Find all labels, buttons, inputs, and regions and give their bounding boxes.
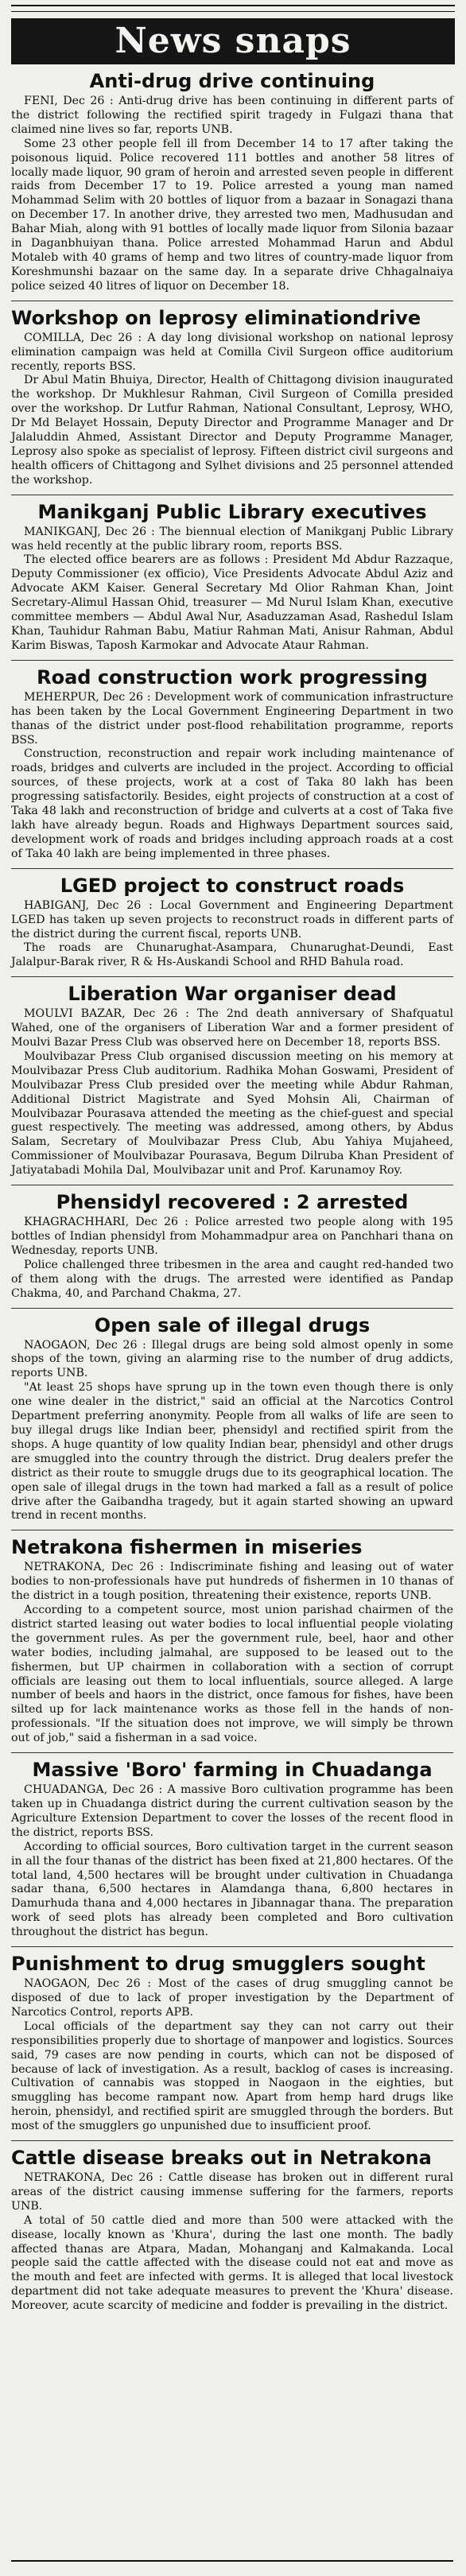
story-divider <box>11 660 453 661</box>
news-story <box>11 982 453 1178</box>
story-headline: Open sale of illegal drugs <box>94 1313 371 1336</box>
news-story <box>11 306 453 488</box>
news-story <box>11 874 453 971</box>
story-paragraph: Moulvibazar Press Club organised discussion meeting on his memory at Moulvibazar Press Club auditorium. Radhika Mohan Goswami, President of Moulvibazar Press Club presided over the meeting while Abdur Rahman, Additional District Magistrate and Syed Mohsin Ali, Chairman of Moulvibazar Pourasava attended the meeting as the chief-guest and special guest respectively. The meeting was addressed, among others, by Abdus Salam, Secretary of Moulvibazar Press Club, Abu Yahiya Mujaheed, Commissioner of Moulvibazar Pourasava, Begum Dilruba Khan President of Jatiyatabadi Mohila Dal, Moulvibazar unit and Prof. Karunamoy Roy. <box>11 1049 453 1177</box>
story-headline: Manikganj Public Library executives <box>37 500 427 523</box>
story-paragraph: "At least 25 shops have sprung up in the town even though there is only one wine dealer in the district," said an official at the Narcotics Control Department preferring anonymity. People from all walks of life are seen to buy illegal drugs like Indian beer, phensidyl and rectified spirit from the shops. A huge quantity of low quality Indian bear, phensidyl and other drugs are smuggled into the country through the district. Drug dealers prefer the district as their route to smuggle drugs due to its geographical location. The open sale of illegal drugs in the town had marked a fall as a result of police drive after the Gaibandha tragedy, but it again started showing an upward trend in recent months. <box>11 1381 453 1523</box>
story-paragraph: The roads are Chunarughat-Asampara, Chunarughat-Deundi, East Jalalpur-Barak river, R & Hs-Auskandi School and RHD Bahula road. <box>11 941 453 969</box>
story-lead-paragraph: MOULVI BAZAR, Dec 26 : The 2nd death anniversary of Shafquatul Wahed, one of the organisers of Liberation War and a former president of Moulvi Bazar Press Club was observed here on December 18, reports BSS. <box>11 1007 453 1049</box>
story-lead-paragraph: NAOGAON, Dec 26 : Illegal drugs are being sold almost openly in some shops of the town, giving an alarming rise to the number of drug addicts, reports UNB. <box>11 1338 453 1380</box>
news-story <box>11 1535 453 1746</box>
story-headline: Road construction work progressing <box>37 665 428 689</box>
story-headline: Massive 'Boro' farming in Chuadanga <box>32 1759 433 1782</box>
story-headline: Workshop on leprosy eliminationdrive <box>11 306 421 329</box>
news-story <box>11 665 453 862</box>
story-paragraph: According to official sources, Boro cultivation target in the current season in all the four thanas of the district has been fixed at 21,800 hectares. Of the total land, 4,500 hectares will be brought under cultivation in Chuadanga sadar thana, 6,500 hectares in Alamdanga thana, 6,800 hectares in Damurhuda thana and 4,000 hectares in Jibannagar thana. The preparation work of seed plots has already been completed and Boro cultivation throughout the district has begun. <box>11 1840 453 1939</box>
story-paragraph: Local officials of the department say they can not carry out their responsibilities properly due to shortage of manpower and logistics. Sources said, 79 cases are now pending in courts, which can not be disposed of because of lack of investigation. As a result, backlog of cases is increasing. Cultivation of cannabis was stopped in Naogaon in the eighties, but smuggling has become rampant now. Apart from hemp hard drugs like heroin, phensidyl, and rectified spirit are smuggled through the borders. But most of the smugglers go unpunished due to insufficient proof. <box>11 2019 453 2133</box>
news-story <box>11 1190 453 1301</box>
bottom-rule <box>11 2560 453 2562</box>
story-lead-paragraph: COMILLA, Dec 26 : A day long divisional workshop on national leprosy elimination campaign was held at Comilla Civil Surgeon office auditorium recently, reports BSS. <box>11 331 453 373</box>
story-divider <box>11 2140 453 2141</box>
story-paragraph: Dr Abul Matin Bhuiya, Director, Health of Chittagong division inaugurated the workshop. Dr Mukhlesur Rahman, Civil Surgeon of Comilla presided over the workshop. Dr Lutfur Rahman, National Consultant, Leprosy, WHO, Dr Md Belayet Hossain, Deputy Director and Programme Manager and Dr Jalaluddin Ahmed, Assistant Director and Deputy Programme Manager, Leprosy also spoke as specialist of leprosy. Fifteen district civil surgeons and health officers of Chittagong and Sylhet divisions and 25 personnel attended the workshop. <box>11 374 453 487</box>
story-divider <box>11 1308 453 1309</box>
masthead-title: News snaps <box>115 21 351 61</box>
story-headline: Phensidyl recovered : 2 arrested <box>56 1191 409 1214</box>
story-headline: Netrakona fishermen in miseries <box>11 1536 363 1559</box>
story-paragraph: Some 23 other people fell ill from December 14 to 17 after taking the poisonous liquid. Police recovered 111 bottles and another 58 litres of locally made liquor, 90 gram of heroin and arrested seven people in different raids from December 17 to 19. Police arrested a young man named Mohammad Selim with 20 bottles of liquor from a bazaar in Sonagazi thana on December 17. In another drive, they arrested two men, Madhusudan and Bahar Miah, along with 91 bottles of locally made liquor from Silonia bazaar in Daganbhuiyan thana. Police arrested Mohammad Harun and Abdul Motaleb with 40 grams of hemp and two litres of country-made liquor from Koreshmunshi bazaar on the same day. In a separate drive Chhagalnaiya police seized 40 litres of liquor on December 18. <box>11 137 453 293</box>
story-lead-paragraph: FENI, Dec 26 : Anti-drug drive has been continuing in different parts of the district following the rectified spirit tragedy in Fulgazi thana that claimed nine lives so far, reports UNB. <box>11 95 453 136</box>
news-story <box>11 500 453 654</box>
story-lead-paragraph: HABIGANJ, Dec 26 : Local Government and Engineering Department LGED has taken up seven projects to reconstruct roads in different parts of the district during the current fiscal, reports UNB. <box>11 898 453 941</box>
news-story <box>11 2146 453 2314</box>
story-lead-paragraph: MEHERPUR, Dec 26 : Development work of communication infrastructure has been taken by the Local Government Engineering Department in two thanas of the district under post-flood rehabilitation programme, reports BSS. <box>11 690 453 747</box>
story-divider <box>11 868 453 869</box>
news-story <box>11 69 453 294</box>
news-story <box>11 1952 453 2134</box>
story-headline: Anti-drug drive continuing <box>89 70 375 92</box>
story-headline: LGED project to construct roads <box>60 874 405 897</box>
masthead <box>11 18 455 64</box>
story-lead-paragraph: NETRAKONA, Dec 26 : Cattle disease has broken out in different rural areas of the district causing immense suffering for the farmers, reports UNB. <box>11 2171 453 2213</box>
news-column <box>11 69 453 2314</box>
story-divider <box>11 1946 453 1947</box>
story-headline: Liberation War organiser dead <box>68 983 397 1006</box>
story-headline: Cattle disease breaks out in Netrakona <box>11 2147 432 2170</box>
news-story <box>11 1313 453 1524</box>
story-headline: Punishment to drug smugglers sought <box>11 1953 425 1976</box>
story-lead-paragraph: MANIKGANJ, Dec 26 : The biennual election of Manikganj Public Library was held recently at the public library room, reports BSS. <box>11 525 453 553</box>
story-divider <box>11 1752 453 1753</box>
story-paragraph: According to a competent source, most union parishad chairmen of the district started leasing out water bodies to local influential people violating the government rules. As per the government rule, beel, haor and other water bodies, including jalmahal, are supposed to be leased out to the fishermen, but UP chairmen in collaboration with a section of corrupt officials are leasing out them to local influentials, source alleged. A large number of beels and haors in the district, once famous for fishes, have been silted up for lack maintenance works as those fell in the hands of non-professionals. "If the situation does not improve, we will simply be thrown out of job," said a fisherman in a sad voice. <box>11 1604 453 1745</box>
story-lead-paragraph: NAOGAON, Dec 26 : Most of the cases of drug smuggling cannot be disposed of due to lack of proper investigation by the Department of Narcotics Control, reports APB. <box>11 1977 453 2019</box>
story-paragraph: The elected office bearers are as follows : President Md Abdur Razzaque, Deputy Commissioner (ex officio), Vice Presidents Advocate Abdul Aziz and Advocate AKM Kaiser. General Secretary Md Olior Rahman Khan, Joint Secretary-Alimul Hassan Ohid, treasurer — Md Nurul Islam Khan, executive committee members — Abdul Awal Nur, Asaduzzaman Asad, Rashedul Islam Khan, Tauhidur Rahman Babu, Matiur Rahman Mati, Anisur Rahman, Abdul Karim Biswas, Taposh Karmokar and Advocate Ataur Rahman. <box>11 553 453 652</box>
top-rule <box>11 5 455 12</box>
story-paragraph: Police challenged three tribesmen in the area and caught red-handed two of them along with the drugs. The arrested were identified as Pandap Chakma, 40, and Parchand Chakma, 27. <box>11 1258 453 1300</box>
story-divider <box>11 976 453 977</box>
news-story <box>11 1758 453 1940</box>
story-paragraph: Construction, reconstruction and repair work including maintenance of roads, bridges and culverts are included in the project. According to official sources, of these projects, work at a cost of Taka 80 lakh has been progressing satisfactorily. Besides, eight projects of construction at a cost of Taka 48 lakh and reconstruction of bridge and culverts at a cost of Taka five lakh have already begun. Roads and Highways Department sources said, development work of roads and bridges including approach roads at a cost of Taka 40 lakh are being implemented in three phases. <box>11 747 453 860</box>
story-lead-paragraph: KHAGRACHHARI, Dec 26 : Police arrested two people along with 195 bottles of Indian phensidyl from Mohammadpur area on Panchhari thana on Wednesday, reports UNB. <box>11 1216 453 1257</box>
story-lead-paragraph: CHUADANGA, Dec 26 : A massive Boro cultivation programme has been taken up in Chuadanga district during the current cultivation season by the Agriculture Extension Department to cover the losses of the recent flood in the district, reports BSS. <box>11 1783 453 1839</box>
story-paragraph: A total of 50 cattle died and more than 500 were attacked with the disease, locally known as 'Khura', during the last one month. The badly affected thanas are Atpara, Madan, Mohanganj and Kalmakanda. Local people said the cattle affected with the disease could not eat and move as the mouth and feet are infected with germs. It is alleged that local livestock department did not take adequate measures to prevent the 'Khura' disease. Moreover, acute scarcity of medicine and fodder is prevailing in the district. <box>11 2213 453 2313</box>
story-lead-paragraph: NETRAKONA, Dec 26 : Indiscriminate fishing and leasing out of water bodies to non-professionals have put hundreds of fishermen in 10 thanas of the district in a tough position, threatening their existence, reports UNB. <box>11 1561 453 1603</box>
